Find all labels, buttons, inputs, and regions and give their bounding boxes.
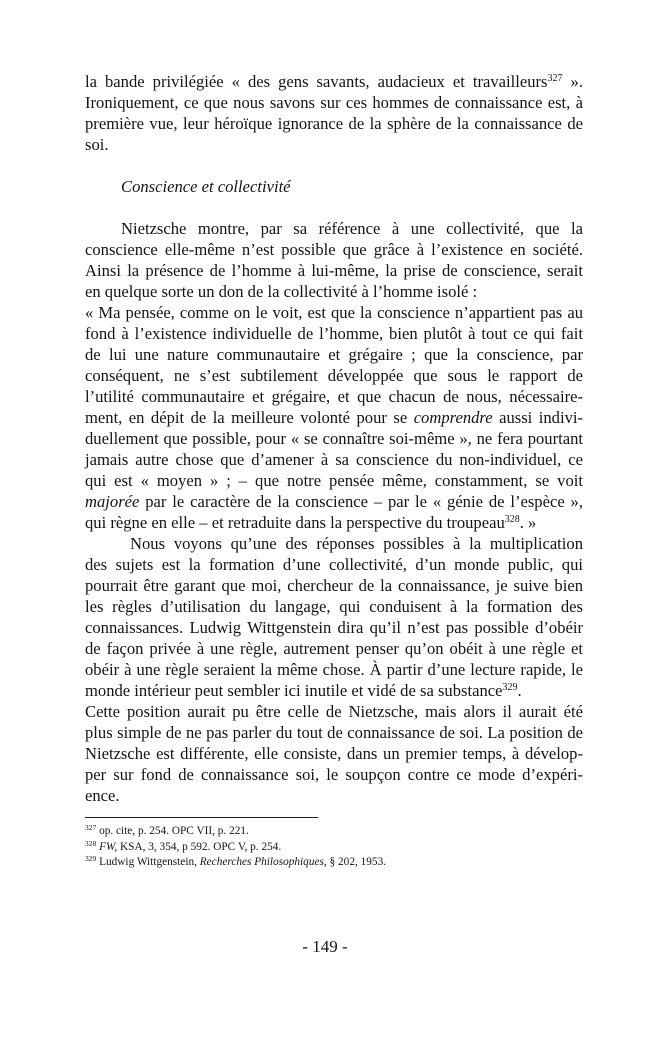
- text-run: obéir à une règle seraient la même chose. À partir d’une lecture rapide, le: [85, 660, 583, 679]
- italic-text: comprendre: [413, 408, 493, 427]
- text-line: [85, 92, 583, 113]
- footnote: [85, 855, 386, 870]
- text-run: Ludwig Wittgenstein,: [96, 856, 200, 868]
- text-run: les règles d’utilisation du langage, qui conduisent à la formation des: [85, 597, 583, 616]
- footnote-ref: 327: [85, 823, 97, 832]
- footnote-ref: 327: [547, 73, 563, 84]
- text-run: fond à l’existence individuelle de l’homme, bien plutôt à tout ce qui fait: [85, 324, 583, 343]
- text-run: ».: [562, 72, 584, 91]
- footnote: [85, 824, 249, 839]
- text-run: l’utilité communautaire et grégaire, et que chacun de nous, nécessaire-: [85, 387, 583, 406]
- section-heading: [121, 176, 583, 197]
- text-run: qui règne en elle – et retraduite dans la perspective du troupeau: [85, 513, 505, 532]
- text-run: op. cite, p. 254. OPC VII, p. 221.: [96, 825, 249, 837]
- text-line: [130, 533, 583, 554]
- text-run: de façon privée à une règle, autrement penser qu’on obéit à une règle et: [85, 639, 583, 658]
- text-line: [85, 512, 583, 533]
- text-line: [85, 491, 583, 512]
- text-run: .: [517, 681, 522, 700]
- text-line: [85, 71, 583, 92]
- text-run: ence.: [85, 786, 120, 805]
- text-run: Cette position aurait pu être celle de Nietzsche, mais alors il aurait été: [85, 702, 583, 721]
- text-run: première vue, leur héroïque ignorance de la sphère de la connaissance de: [85, 114, 583, 133]
- text-run: soi.: [85, 135, 109, 154]
- text-run: Nous voyons qu’une des réponses possibles à la multiplication: [130, 534, 583, 553]
- text-line: [85, 302, 583, 323]
- text-run: monde intérieur peut sembler ici inutile et vidé de sa substance: [85, 681, 503, 700]
- text-run: conscience elle-même n’est possible que grâce à l’existence en société.: [85, 240, 583, 259]
- italic-text: Conscience et collectivité: [121, 177, 291, 196]
- text-run: en quelque sorte un don de la collectivité à l’homme isolé :: [85, 282, 478, 301]
- page-number: - 149 -: [302, 937, 348, 956]
- text-line: [85, 701, 583, 722]
- text-line: [85, 680, 583, 701]
- text-run: connaissances. Ludwig Wittgenstein dira qu’il n’est pas possible d’obéir: [85, 618, 583, 637]
- text-line: [85, 743, 583, 764]
- footnote-divider: [85, 817, 318, 818]
- text-run: jamais autre chose que d’amener à sa conscience du non-individuel, ce: [85, 450, 583, 469]
- text-line: [85, 764, 583, 785]
- text-run: ment, en dépit de la meilleure volonté pour se: [85, 408, 414, 427]
- text-line: [85, 260, 583, 281]
- text-line: [85, 365, 583, 386]
- text-run: la bande privilégiée « des gens savants, audacieux et travailleurs: [85, 72, 548, 91]
- text-run: qui est « moyen » ; – que notre pensée même, constamment, se voit: [85, 471, 583, 490]
- text-run: Nietzsche montre, par sa référence à une collectivité, que la: [121, 219, 583, 238]
- text-run: duellement que possible, pour « se connaître soi-même », ne fera pourtant: [85, 429, 583, 448]
- text-run: Ainsi la présence de l’homme à lui-même, la prise de conscience, serait: [85, 261, 583, 280]
- text-run: . »: [519, 513, 537, 532]
- text-line: [85, 239, 583, 260]
- text-line: [85, 617, 583, 638]
- text-run: pourrait être garant que moi, chercheur de la connaissance, je suive bien: [85, 576, 583, 595]
- text-line: [85, 344, 583, 365]
- text-line: [85, 596, 583, 617]
- text-run: « Ma pensée, comme on le voit, est que la conscience n’appartient pas au: [85, 303, 583, 322]
- text-line: [85, 113, 583, 134]
- footnote: [85, 840, 281, 855]
- text-line: [121, 218, 583, 239]
- text-line: [85, 197, 583, 218]
- text-line: [85, 554, 583, 575]
- text-line: [85, 428, 583, 449]
- text-line: [85, 386, 583, 407]
- text-line: [85, 323, 583, 344]
- italic-text: Recherches Philosophiques: [199, 856, 324, 868]
- text-line: [85, 407, 583, 428]
- footnote-ref: 329: [85, 854, 97, 863]
- text-run: per sur fond de connaissance soi, le soupçon contre ce mode d’expéri-: [85, 765, 583, 784]
- text-run: de lui une nature communautaire et grégaire ; que la conscience, par: [85, 345, 583, 364]
- italic-text: majorée: [85, 492, 140, 511]
- text-run: KSA, 3, 354, p 592. OPC V, p. 254.: [117, 840, 282, 853]
- text-line: [85, 659, 583, 680]
- text-line: [85, 134, 583, 155]
- text-line: [85, 155, 583, 176]
- text-run: conséquent, ne s’est subtilement développée que sous le rapport de: [85, 366, 583, 385]
- footnote-ref: 329: [502, 682, 518, 693]
- text-line: [85, 785, 583, 806]
- text-run: Ironiquement, ce que nous savons sur ces hommes de connaissance est, à: [85, 93, 583, 112]
- text-run: par le caractère de la conscience – par le « génie de l’espèce »,: [139, 492, 583, 511]
- text-line: [85, 722, 583, 743]
- text-line: [85, 470, 583, 491]
- text-run: plus simple de ne pas parler du tout de connaissance de soi. La position de: [85, 723, 583, 742]
- footnote-ref: 328: [85, 838, 97, 848]
- text-line: [85, 575, 583, 596]
- text-line: [85, 449, 583, 470]
- text-run: aussi indivi-: [492, 408, 584, 427]
- text-run: , § 202, 1953.: [323, 856, 387, 868]
- text-run: des sujets est la formation d’une collectivité, d’un monde public, qui: [85, 555, 583, 574]
- text-run: Nietzsche est différente, elle consiste, dans un premier temps, à dévelop-: [85, 744, 583, 763]
- footnote-ref: 328: [504, 514, 520, 525]
- text-line: [85, 638, 583, 659]
- text-line: [85, 281, 583, 302]
- italic-text: FW,: [99, 840, 118, 853]
